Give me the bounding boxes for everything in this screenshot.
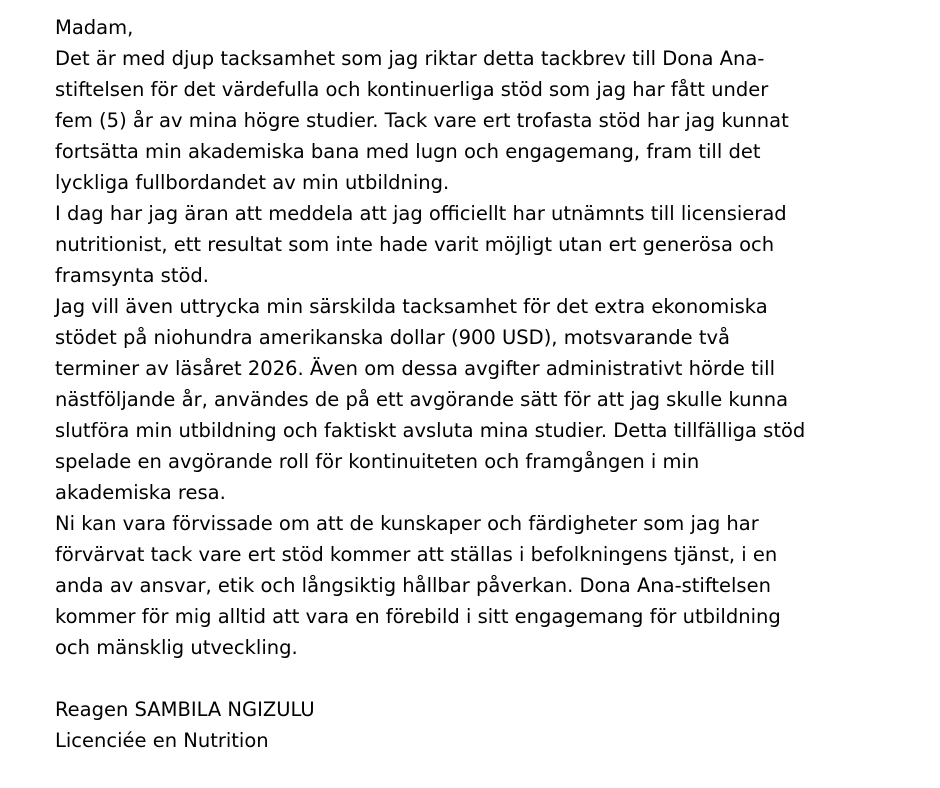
text-line: fem (5) år av mina högre studier. Tack vare ert trofasta stöd har jag kunnat	[55, 109, 789, 132]
text-line: spelade en avgörande roll för kontinuiteten och framgången i min	[55, 450, 700, 473]
text-line: stödet på niohundra amerikanska dollar (900 USD), motsvarande två	[55, 326, 730, 349]
signature-title: Licenciée en Nutrition	[55, 729, 269, 752]
paragraph-commitment	[55, 508, 925, 663]
text-line: terminer av läsåret 2026. Även om dessa avgifter administrativt hörde till	[55, 357, 776, 380]
text-line: framsynta stöd.	[55, 264, 209, 287]
text-line: lyckliga fullbordandet av min utbildning.	[55, 171, 450, 194]
text-line: nästföljande år, användes de på ett avgörande sätt för att jag skulle kunna	[55, 388, 789, 411]
text-line: stiftelsen för det värdefulla och kontinuerliga stöd som jag har fått under	[55, 78, 769, 101]
text-line: I dag har jag äran att meddela att jag officiellt har utnämnts till licensierad	[55, 202, 787, 225]
blank-line	[55, 663, 925, 694]
text-line: Det är med djup tacksamhet som jag riktar detta tackbrev till Dona Ana-	[55, 47, 765, 70]
text-line: Ni kan vara förvissade om att de kunskaper och färdigheter som jag har	[55, 512, 759, 535]
text-line: anda av ansvar, etik och långsiktig hållbar påverkan. Dona Ana-stiftelsen	[55, 574, 771, 597]
text-line: kommer för mig alltid att vara en förebild i sitt engagemang för utbildning	[55, 605, 781, 628]
text-line: Jag vill även uttrycka min särskilda tacksamhet för det extra ekonomiska	[55, 295, 768, 318]
letter-body	[55, 12, 925, 756]
text-line: fortsätta min akademiska bana med lugn och engagemang, fram till det	[55, 140, 761, 163]
paragraph-financial-support	[55, 291, 925, 508]
paragraph-gratitude	[55, 43, 925, 198]
text-line: slutföra min utbildning och faktiskt avsluta mina studier. Detta tillfälliga stöd	[55, 419, 806, 442]
text-line: nutritionist, ett resultat som inte hade varit möjligt utan ert generösa och	[55, 233, 775, 256]
text-line: akademiska resa.	[55, 481, 226, 504]
paragraph-appointment	[55, 198, 925, 291]
signature-block	[55, 694, 925, 756]
text-line: och mänsklig utveckling.	[55, 636, 298, 659]
salutation: Madam,	[55, 16, 134, 39]
signature-name: Reagen SAMBILA NGIZULU	[55, 698, 315, 721]
text-line: förvärvat tack vare ert stöd kommer att ställas i befolkningens tjänst, i en	[55, 543, 778, 566]
